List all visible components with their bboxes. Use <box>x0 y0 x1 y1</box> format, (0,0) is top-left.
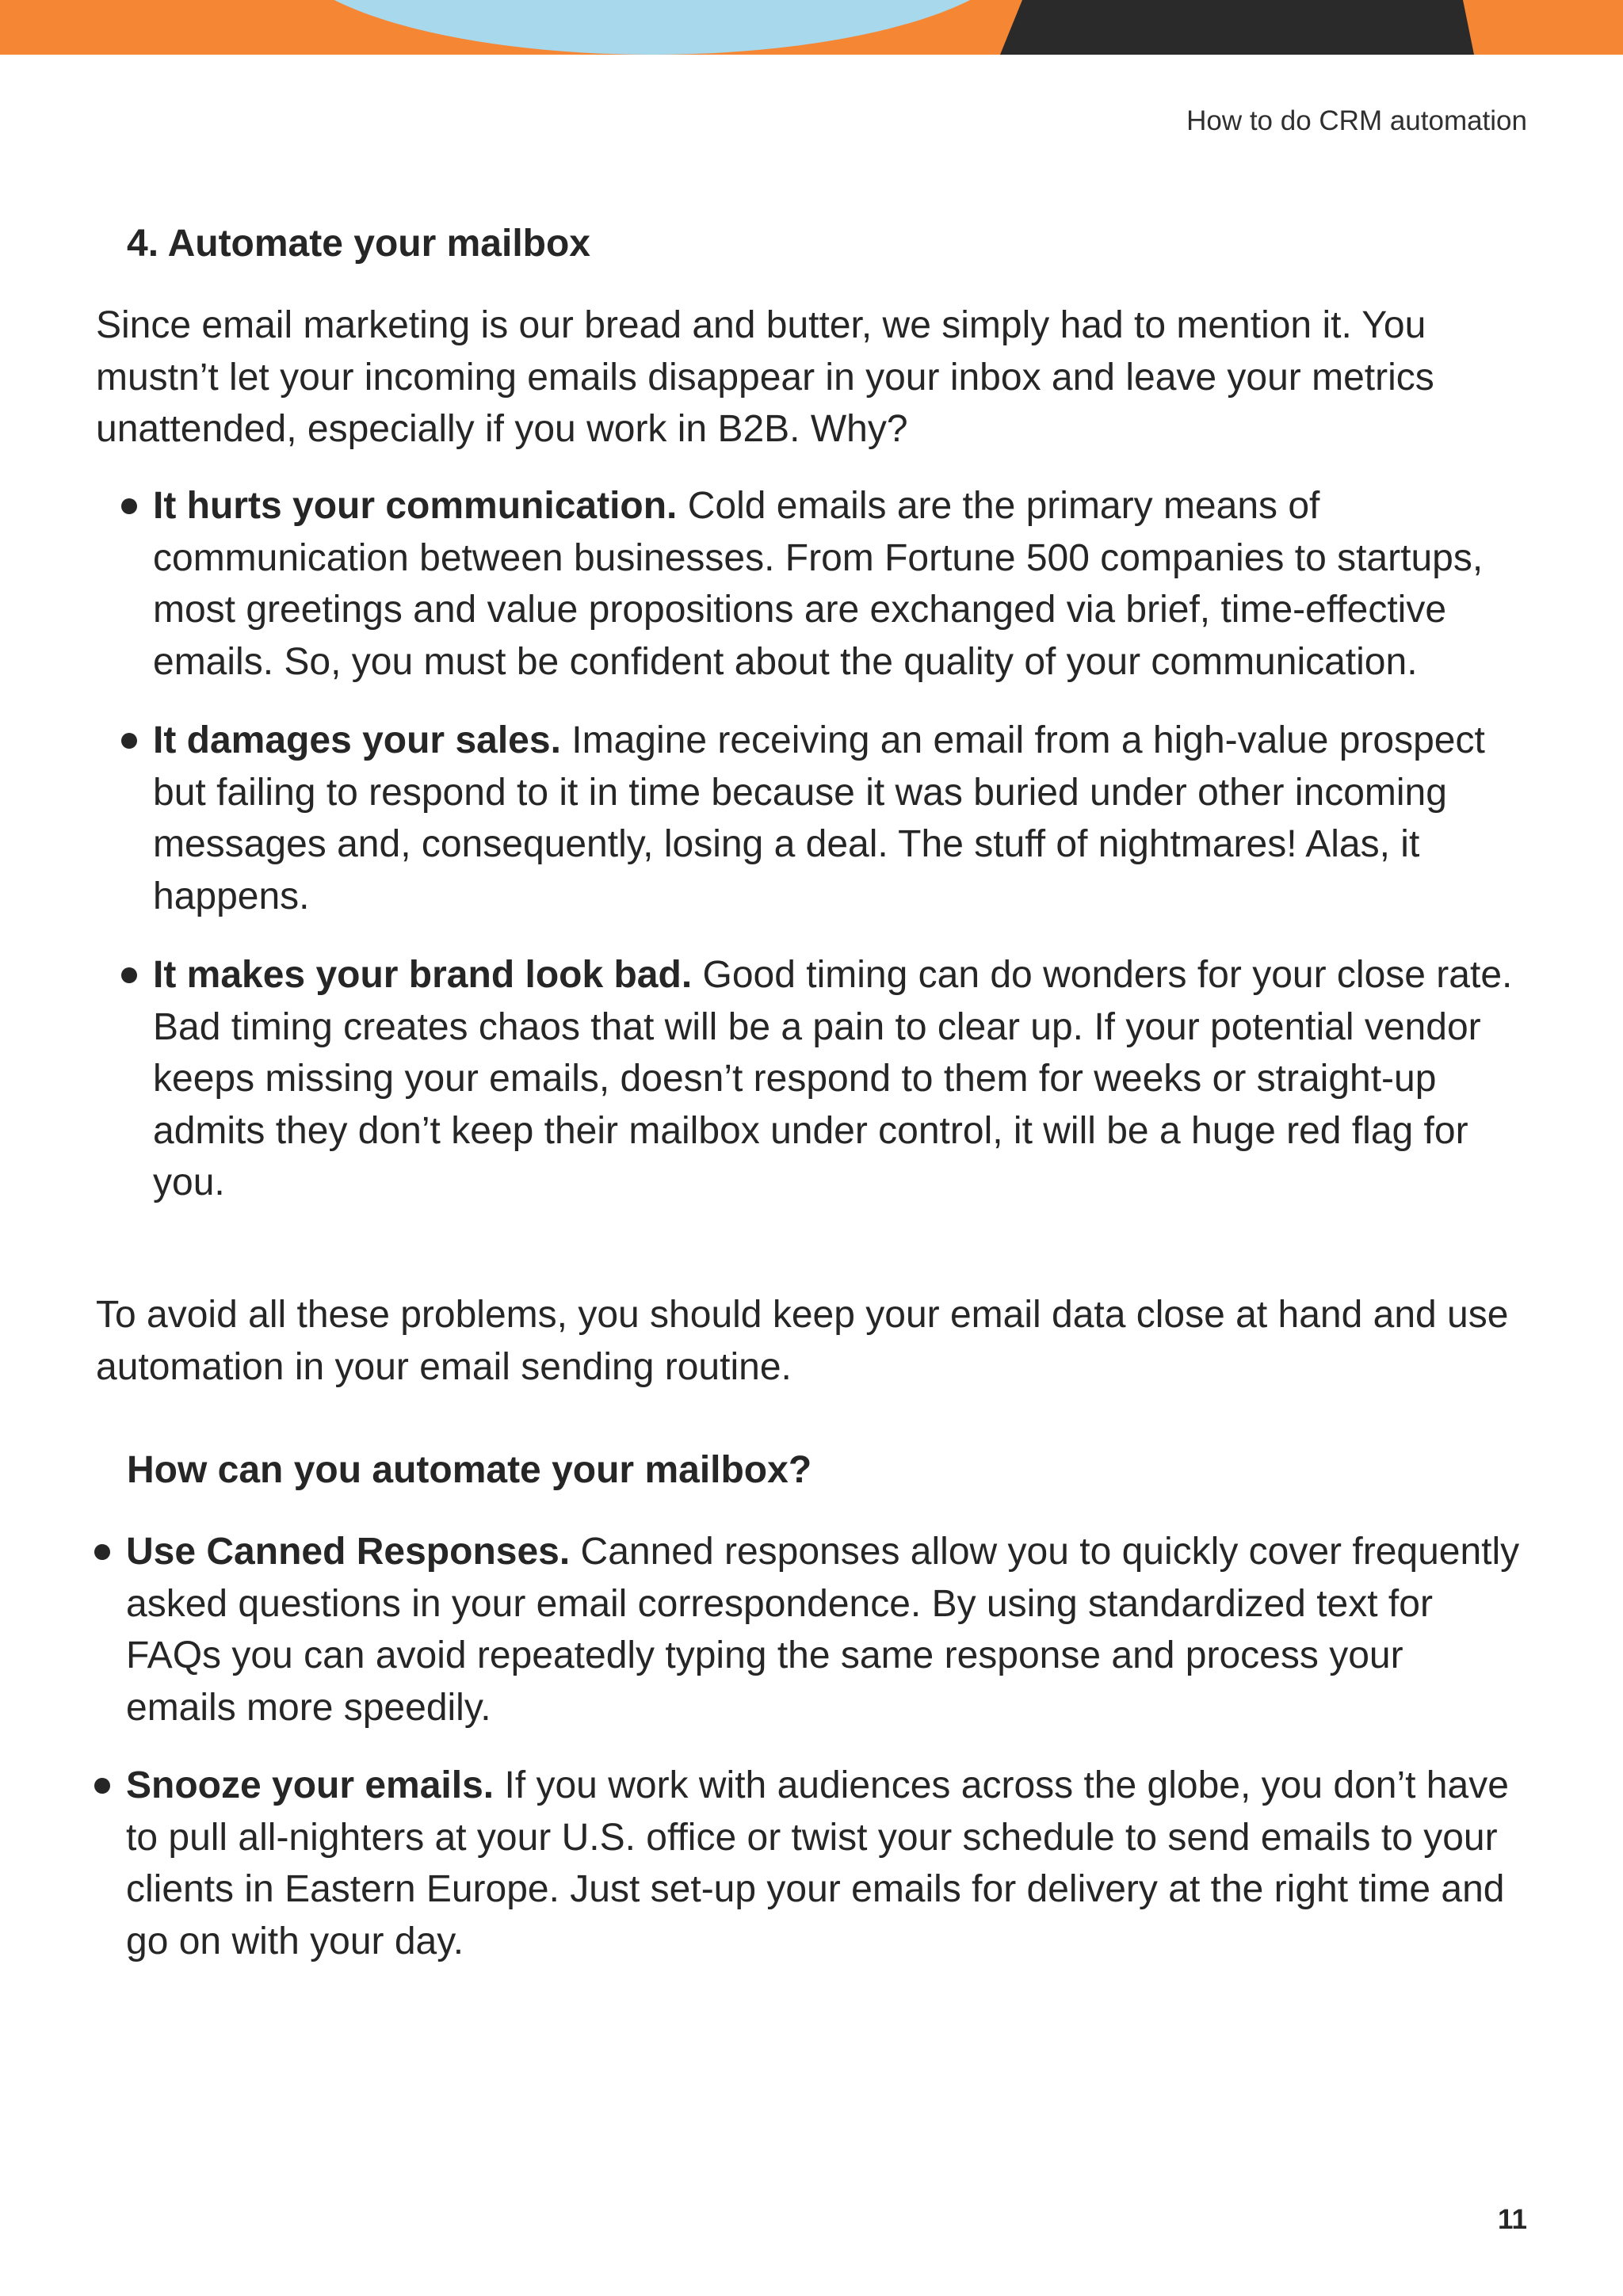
header-shapes-graphic <box>0 0 1623 55</box>
list-item <box>153 480 1532 688</box>
dark-shape <box>1000 0 1474 55</box>
item-text: Imagine receiving an email from a high-value prospect but failing to respond to it in time because it was buried under other incoming messages and, consequently, losing a deal. The stuff of nightmares! Alas, it happens. <box>153 719 1485 917</box>
bullet-icon <box>94 1544 110 1560</box>
page-number: 11 <box>1498 2204 1527 2235</box>
bullet-icon <box>121 498 137 514</box>
conclusion-paragraph: To avoid all these problems, you should keep your email data close at hand and use automation in your email sending routine. <box>96 1294 1509 1388</box>
subsection-heading: How can you automate your mailbox? <box>127 1449 812 1491</box>
item-lead: Snooze your emails. <box>126 1764 495 1806</box>
reasons-list <box>153 480 1532 1236</box>
item-text: Canned responses allow you to quickly cover frequently asked questions in your email correspondence. By using standardized text for FAQs you can avoid repeatedly typing the same response and process your emails more speedily. <box>126 1531 1520 1729</box>
item-lead: It hurts your communication. <box>153 485 678 527</box>
running-header-title: How to do CRM automation <box>1186 105 1527 136</box>
list-item <box>153 715 1532 922</box>
decorative-header-band <box>0 0 1623 55</box>
list-item <box>153 949 1532 1209</box>
intro-paragraph: Since email marketing is our bread and butter, we simply had to mention it. You mustn’t let your incoming emails disappear in your inbox and leave your metrics unattended, especially if you work in B2B. Why? <box>96 304 1434 450</box>
item-lead: It makes your brand look bad. <box>153 954 693 996</box>
section-heading: 4. Automate your mailbox <box>127 223 590 265</box>
item-lead: It damages your sales. <box>153 719 561 761</box>
bullet-icon <box>94 1778 110 1794</box>
tips-list <box>126 1526 1521 1993</box>
item-text: If you work with audiences across the globe, you don’t have to pull all-nighters at your U.S. office or twist your schedule to send emails to your clients in Eastern Europe. Just set-up your emails for delivery at the right time and go on with your day. <box>126 1764 1509 1962</box>
list-item <box>126 1760 1521 1967</box>
list-item <box>126 1526 1521 1733</box>
bullet-icon <box>121 967 137 983</box>
item-text: Cold emails are the primary means of communication between businesses. From Fortune 500 companies to startups, most greetings and value propositions are exchanged via brief, time-effective emails. So, you must be confident about the quality of your communication. <box>153 485 1484 683</box>
item-lead: Use Canned Responses. <box>126 1531 571 1573</box>
bullet-icon <box>121 733 137 749</box>
item-text: Good timing can do wonders for your close rate. Bad timing creates chaos that will be a pain to clear up. If your potential vendor keeps missing your emails, doesn’t respond to them for weeks or straight-up admits they don’t keep their mailbox under control, it will be a huge red flag for you. <box>153 954 1513 1203</box>
